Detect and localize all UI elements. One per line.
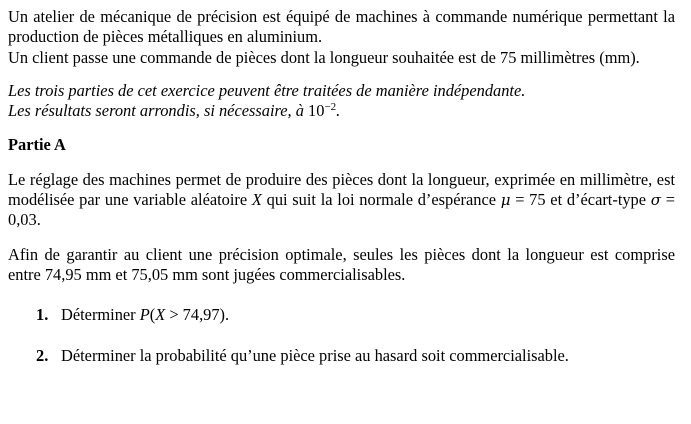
p1-sigma-value: = 0,03 xyxy=(8,190,675,230)
p1-end: . xyxy=(36,210,41,230)
question-1-math-rest: > 74,97) xyxy=(165,305,226,325)
note-rounding-suffix: . xyxy=(336,101,341,121)
p1-mu: μ xyxy=(500,191,511,210)
question-1 xyxy=(36,305,675,325)
intro-paragraph-2: Un client passe une commande de pièces dont la longueur souhaitée est de 75 millimètres (mm). xyxy=(8,47,640,67)
question-1-math-open: ( xyxy=(149,305,156,325)
question-1-suffix: . xyxy=(225,305,230,325)
question-1-number: 1. xyxy=(36,305,49,325)
p1-mid: qui suit la loi normale d’espérance xyxy=(261,190,501,210)
p1-and: et d’écart-type xyxy=(545,190,651,210)
part-a-paragraph-1 xyxy=(8,170,675,231)
note-rounding-exponent: −2 xyxy=(324,101,337,114)
note-rounding-prefix: Les résultats seront arrondis, si nécessaire, à xyxy=(8,101,309,121)
question-spacer xyxy=(36,326,675,346)
intro-paragraph-1: Un atelier de mécanique de précision est équipé de machines à commande numérique permettant la production de pièces métalliques en aluminium. xyxy=(8,7,675,47)
question-1-text xyxy=(61,305,229,325)
p1-mu-value: = 75 xyxy=(510,190,546,210)
question-list xyxy=(8,305,675,366)
question-1-math-x: X xyxy=(155,305,166,325)
note-rounding-base: 10 xyxy=(308,101,325,121)
note-independent: Les trois parties de cet exercice peuvent être traitées de manière indépendante. xyxy=(8,80,526,100)
question-2 xyxy=(36,346,675,366)
p1-sigma: σ xyxy=(650,191,662,210)
part-a-paragraph-2: Afin de garantir au client une précision optimale, seules les pièces dont la longueur est comprise entre 74,95 mm et 75,05 mm sont jugées commercialisables. xyxy=(8,244,675,284)
question-2-number: 2. xyxy=(36,345,49,365)
p1-variable-x: X xyxy=(251,190,262,210)
note-rounding xyxy=(8,101,675,121)
question-2-text: Déterminer la probabilité qu’une pièce prise au hasard soit commercialisable. xyxy=(61,345,569,365)
p1-text: Le réglage des machines permet de produire des pièces dont la longueur, exprimée en millimètre, est modélisée par une variable aléatoire xyxy=(8,169,675,210)
part-a-title: Partie A xyxy=(8,135,66,155)
question-1-math-p: P xyxy=(139,305,150,325)
question-1-prefix: Déterminer xyxy=(61,305,140,325)
